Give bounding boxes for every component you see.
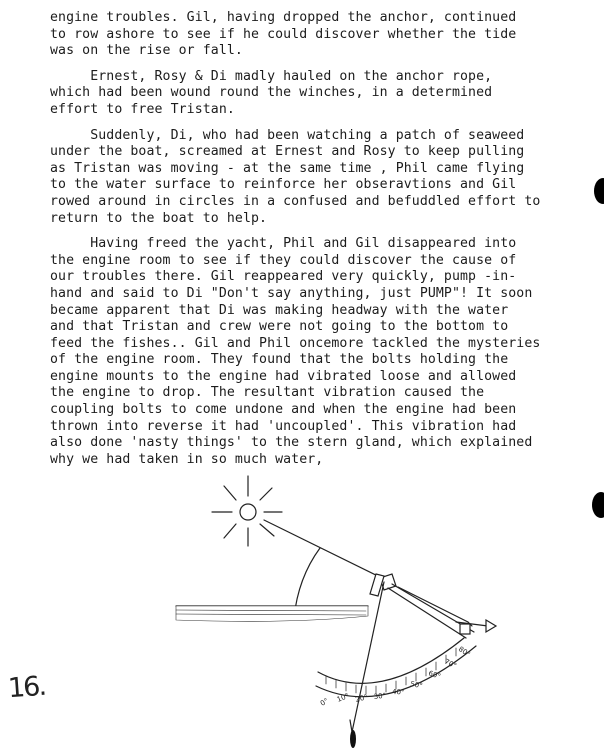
binder-hole	[594, 178, 604, 204]
sun-icon	[212, 476, 282, 546]
paragraph-4: Having freed the yacht, Phil and Gil disappeared into the engine room to see if they could discover the cause of our troubles there. Gil reappeared very quickly, pump -in- hand and said to Di "Don't say anything, just PUMP"! It soon became apparent that Di was making headway with the water and that Tristan and crew were not going to the bottom to feed the fishes.. Gil and Phil oncemore tackled the mysteries of the engine room. They found that the bolts holding the engine mounts to the engine had vibrated loose and allowed the engine to drop. The resultant vibration caused the coupling bolts to come undone and when the engine had been thrown into reverse it had 'uncoupled'. This vibration had also done 'nasty things' to the stern gland, which explained why we had taken in so much water,	[50, 236, 541, 467]
scale-label: 20°	[354, 693, 369, 704]
scale-label: 10°	[335, 691, 351, 704]
scale-label: 30°	[373, 691, 387, 701]
scale-label: 80°	[456, 645, 472, 659]
paragraph-2: Ernest, Rosy & Di madly hauled on the anchor rope, which had been wound round the winches, in a determined effort to free Tristan.	[50, 68, 493, 117]
scale-label: 50°	[409, 680, 424, 691]
page-number: 16.	[6, 670, 46, 705]
typed-body-text	[50, 10, 590, 477]
scale-label: 70°	[443, 657, 458, 671]
sextant-sun-sketch-icon	[170, 470, 510, 749]
binder-hole	[592, 492, 604, 518]
scale-label: 0°	[319, 696, 330, 708]
scale-label: 60°	[427, 669, 442, 681]
scale-label: 40°	[391, 688, 405, 697]
paragraph-3: Suddenly, Di, who had been watching a patch of seaweed under the boat, screamed at Ernest and Rosy to keep pulling as Tristan was moving - at the same time , Phil came flying to the water surface to reinforce her obseravtions and Gil rowed around in circles in a confused and befuddled effort to return to the boat to help.	[50, 127, 541, 226]
paragraph-1: engine troubles. Gil, having dropped the anchor, continued to row ashore to see if he could discover whether the tide was on the rise or fall.	[50, 10, 517, 59]
